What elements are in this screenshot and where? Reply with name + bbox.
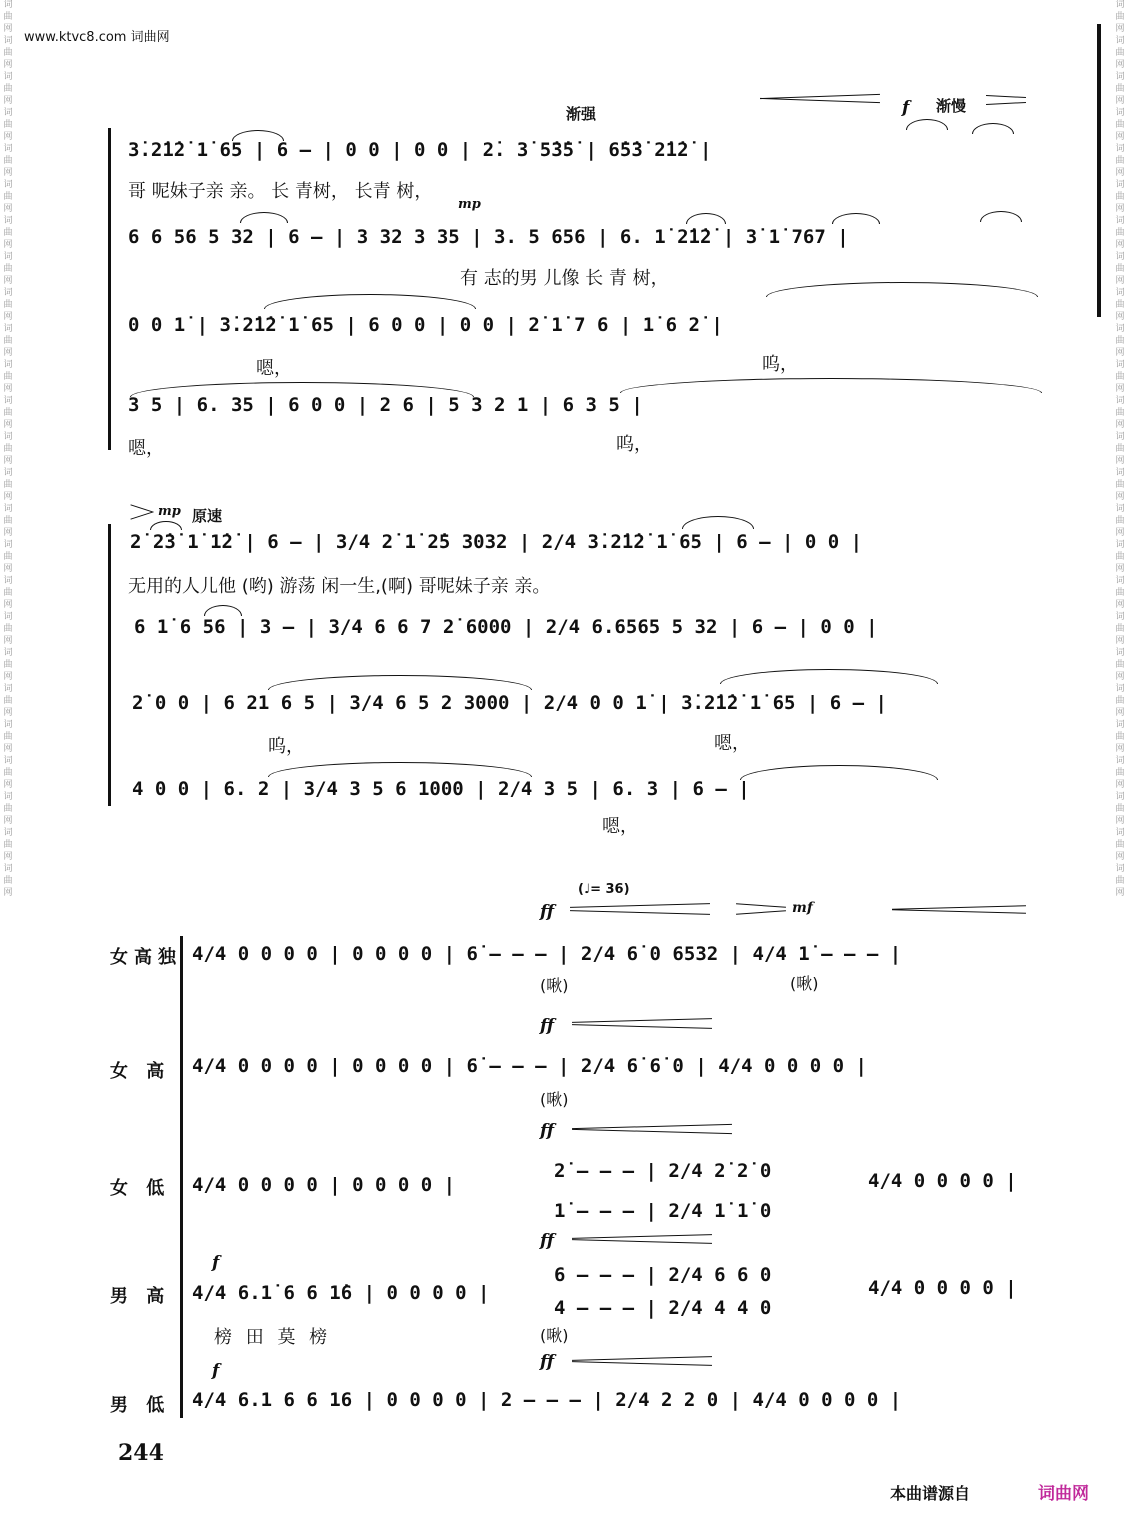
hairpin [736,910,786,914]
watermark-char: 曲 [3,516,13,526]
watermark-char: 词 [1115,252,1125,262]
system1-bracket [108,128,111,450]
part5-notes: 4/4 6.1 6 6 16 | 0 0 0 0 | 2 – – – | 2/4 2 2 0 | 4/4 0 0 0 0 | [192,1389,902,1411]
watermark-char: 曲 [3,480,13,490]
watermark-char: 词 [3,72,13,82]
part4-lyric-a: (啾) [540,1326,569,1345]
ff-mark: ff [540,1016,555,1036]
watermark-char: 词 [1115,360,1125,370]
watermark-char: 网 [1115,888,1125,898]
watermark-char: 网 [1115,528,1125,538]
part2-notes: 4/4 0 0 0 0 | 0 0 0 0 | 6̇ – – – | 2/4 6̇ 6̇ 0 | 4/4 0 0 0 0 | [192,1055,867,1077]
watermark-char: 网 [1115,636,1125,646]
watermark-char: 网 [1115,96,1125,106]
watermark-char: 词 [3,36,13,46]
watermark-char: 网 [1115,816,1125,826]
watermark-char: 网 [3,456,13,466]
watermark-char: 曲 [1115,48,1125,58]
watermark-char: 网 [3,168,13,178]
watermark-char: 网 [1115,240,1125,250]
s1-row1-notes: 3̇.2̇1̇2̇ 1̇ 65 | 6 – | 0 0 | 0 0 | 2̇. 3̇ 5̇3̇5̇ | 6̇5̇3̇ 2̇1̇2̇ | [128,139,712,161]
s2-row1-notes: 2̇ 2̇3̇ 1̇ 1̇2̇ | 6 – | 3/4 2̇ 1̇ 2̇5 3032 | 2/4 3̇.2̇1̇2̇ 1̇ 65 | 6 – | 0 0 | [130,531,863,553]
forte-mark: f [212,1361,220,1381]
watermark-char: 词 [1115,684,1125,694]
page-number: 244 [118,1440,164,1466]
watermark-char: 词 [3,360,13,370]
watermark-char: 词 [3,756,13,766]
watermark-char: 词 [3,144,13,154]
tempo-marking: (♩= 36) [578,882,630,897]
right-edge-rule [1097,24,1101,317]
watermark-char: 网 [3,132,13,142]
part4-notes-upper: 6 – – – | 2/4 6 6 0 [554,1264,772,1286]
hairpin [572,1024,712,1029]
watermark-char: 曲 [3,408,13,418]
slur [972,123,1014,134]
slur [240,212,288,223]
hairpin [736,903,786,907]
watermark-char: 曲 [1115,228,1125,238]
slur [620,378,1042,393]
watermark-char: 网 [1115,60,1125,70]
watermark-char: 曲 [3,336,13,346]
watermark-char: 词 [1115,540,1125,550]
watermark-char: 网 [3,636,13,646]
decresc-hairpin-bottom [130,511,153,519]
slur [150,521,182,530]
watermark-char: 曲 [1115,624,1125,634]
tempo-primo-mark: 原速 [192,507,223,525]
watermark-char: 曲 [3,48,13,58]
watermark-char: 网 [3,312,13,322]
watermark-char: 词 [3,432,13,442]
watermark-char: 词 [1115,864,1125,874]
watermark-char: 网 [3,564,13,574]
watermark-char: 词 [1115,324,1125,334]
watermark-char: 网 [1115,744,1125,754]
watermark-char: 曲 [1115,660,1125,670]
crescendo-hairpin-bottom [760,98,880,103]
watermark-char: 网 [1115,672,1125,682]
watermark-char: 曲 [1115,696,1125,706]
hairpin [572,1356,712,1361]
hairpin [572,1129,732,1134]
s1-row2-notes: 6 6 56 5 32 | 6 – | 3 32 3 35 | 3. 5 656 | 6. 1̇ 2̇1̇2̇ | 3̇ 1̇ 767 | [128,226,849,248]
part3-notes-upper: 2̇ – – – | 2/4 2̇ 2̇ 0 [554,1160,772,1182]
watermark-char: 词 [3,108,13,118]
watermark-char: 网 [3,780,13,790]
watermark-char: 曲 [1115,300,1125,310]
watermark-char: 网 [3,852,13,862]
decresc-hairpin-top [986,95,1026,98]
watermark-char: 词 [1115,108,1125,118]
watermark-char: 网 [3,240,13,250]
part4-notes-lower: 4 – – – | 2/4 4 4 0 [554,1297,772,1319]
watermark-char: 曲 [1115,408,1125,418]
watermark-char: 网 [3,348,13,358]
part3-notes-end: 4/4 0 0 0 0 | [868,1170,1017,1192]
watermark-char: 曲 [1115,480,1125,490]
watermark-char: 曲 [1115,552,1125,562]
part1-notes: 4/4 0 0 0 0 | 0 0 0 0 | 6̇ – – – | 2/4 6̇ 0 6532 | 4/4 1̇ – – – | [192,943,902,965]
s1-row3-lyric-a: 嗯， [256,358,292,379]
slur [832,213,880,224]
part3-notes: 4/4 0 0 0 0 | 0 0 0 0 | [192,1174,456,1196]
watermark-char: 网 [1115,600,1125,610]
watermark-char: 词 [3,468,13,478]
crescendo-mark: 渐强 [566,105,597,123]
watermark-char: 词 [1115,396,1125,406]
watermark-char: 网 [1115,24,1125,34]
watermark-char: 曲 [3,732,13,742]
watermark-char: 曲 [3,84,13,94]
watermark-char: 词 [3,216,13,226]
watermark-char: 词 [1115,648,1125,658]
watermark-char: 曲 [3,300,13,310]
s2-row3-lyric-b: 嗯， [714,733,750,754]
hairpin [892,909,1026,914]
watermark-char: 曲 [3,156,13,166]
watermark-char: 词 [3,828,13,838]
s1-row2-lyrics: 有 志的男 儿像 长 青 树， [460,268,669,289]
part1-lyric-a: (啾) [540,976,569,995]
ff-mark: ff [540,1121,555,1141]
system3-bracket [180,936,183,1418]
watermark-char: 曲 [1115,264,1125,274]
watermark-char: 曲 [3,804,13,814]
watermark-char: 词 [1115,756,1125,766]
watermark-char: 词 [3,396,13,406]
watermark-char: 曲 [1115,372,1125,382]
slur [204,605,242,616]
watermark-char: 网 [3,816,13,826]
watermark-char: 词 [1115,612,1125,622]
hairpin [572,1234,712,1239]
watermark-char: 曲 [1115,336,1125,346]
watermark-char: 曲 [3,660,13,670]
watermark-char: 网 [1115,708,1125,718]
s2-row2-notes: 6 1̇ 6 56 | 3 – | 3/4 6 6 7 2̇ 6000 | 2/4 6.6565 5 32 | 6 – | 0 0 | [134,616,878,638]
watermark-char: 词 [1115,468,1125,478]
watermark-char: 网 [3,888,13,898]
watermark-char: 网 [3,420,13,430]
watermark-char: 词 [1115,504,1125,514]
watermark-char: 词 [1115,0,1125,10]
watermark-char: 曲 [3,840,13,850]
left-watermark-column [1,0,15,1527]
ff-mark: ff [540,1352,555,1372]
watermark-char: 词 [3,720,13,730]
watermark-char: 词 [1115,576,1125,586]
source-site-link[interactable]: 词曲网 [1038,1484,1089,1504]
watermark-char: 曲 [1115,84,1125,94]
watermark-char: 曲 [1115,840,1125,850]
watermark-char: 词 [1115,432,1125,442]
part-name: 女高独 [110,947,182,968]
watermark-char: 词 [1115,828,1125,838]
watermark-char: 网 [1115,168,1125,178]
watermark-char: 曲 [1115,876,1125,886]
part-name: 女 低 [110,1178,171,1199]
part4-lyrics: 榜 田 莫 榜 [214,1327,332,1348]
watermark-char: 网 [3,60,13,70]
watermark-char: 词 [3,648,13,658]
forte-mark: f [902,98,910,118]
watermark-char: 网 [3,384,13,394]
part1-lyric-b: (啾) [790,974,819,993]
hairpin [570,910,710,915]
watermark-char: 词 [3,612,13,622]
slur [906,119,948,130]
watermark-char: 词 [1115,36,1125,46]
watermark-char: 词 [3,540,13,550]
watermark-char: 词 [3,0,13,10]
watermark-char: 词 [3,864,13,874]
slur [980,211,1022,222]
ff-mark: ff [540,902,555,922]
mp-mark: mp [158,504,181,519]
watermark-char: 词 [1115,72,1125,82]
watermark-char: 曲 [3,624,13,634]
watermark-char: 曲 [1115,516,1125,526]
site-header: www.ktvc8.com 词曲网 [24,30,170,45]
watermark-char: 网 [1115,204,1125,214]
slur [264,294,476,309]
watermark-char: 曲 [3,372,13,382]
part4-notes-end: 4/4 0 0 0 0 | [868,1277,1017,1299]
watermark-char: 网 [1115,780,1125,790]
part2-lyric-a: (啾) [540,1090,569,1109]
watermark-char: 曲 [1115,588,1125,598]
watermark-char: 网 [1115,384,1125,394]
slur [740,765,938,780]
s1-row4-notes: 3 5 | 6. 35 | 6 0 0 | 2 6 | 5 3 2 1 | 6 3 5 | [128,394,643,416]
s1-row4-lyric-a: 嗯， [128,438,164,459]
watermark-char: 曲 [3,768,13,778]
watermark-char: 曲 [3,12,13,22]
watermark-char: 词 [1115,288,1125,298]
watermark-char: 词 [1115,144,1125,154]
watermark-char: 曲 [3,120,13,130]
slur [686,213,726,224]
watermark-char: 曲 [3,228,13,238]
watermark-char: 曲 [3,552,13,562]
watermark-char: 曲 [3,588,13,598]
s2-row3-lyric-a: 呜， [268,736,304,757]
watermark-char: 词 [3,180,13,190]
watermark-char: 词 [1115,720,1125,730]
s2-row3-notes: 2̇ 0 0 | 6 21 6 5 | 3/4 6 5 2 3000 | 2/4 0 0 1̇ | 3̇.2̇1̇2̇ 1̇ 65 | 6 – | [132,692,887,714]
hairpin [572,1239,712,1244]
watermark-char: 网 [3,276,13,286]
hairpin [572,1361,712,1366]
watermark-char: 词 [3,792,13,802]
source-label: 本曲谱源自 [890,1484,971,1503]
watermark-char: 曲 [3,444,13,454]
system2-bracket [108,524,111,806]
watermark-char: 曲 [1115,444,1125,454]
forte-mark: f [212,1253,220,1273]
part3-notes-lower: 1̇ – – – | 2/4 1̇ 1̇ 0 [554,1200,772,1222]
watermark-char: 网 [3,600,13,610]
mp-mark: mp [458,197,481,212]
slur [720,669,938,684]
slur [682,516,754,529]
watermark-char: 网 [1115,852,1125,862]
watermark-char: 曲 [1115,120,1125,130]
slur [766,282,1038,297]
watermark-char: 网 [1115,564,1125,574]
watermark-char: 词 [1115,792,1125,802]
watermark-char: 曲 [3,876,13,886]
watermark-char: 词 [1115,216,1125,226]
watermark-char: 词 [3,252,13,262]
watermark-char: 词 [1115,180,1125,190]
decresc-hairpin-bottom [986,102,1026,105]
mf-mark: mf [792,900,813,916]
part-name: 男 低 [110,1395,171,1416]
slur [268,675,532,690]
watermark-char: 网 [1115,348,1125,358]
watermark-char: 词 [3,324,13,334]
watermark-char: 网 [1115,456,1125,466]
s1-row4-lyric-b: 呜， [616,434,652,455]
hairpin [572,1018,712,1023]
hairpin [572,1124,732,1129]
watermark-char: 网 [3,528,13,538]
watermark-char: 网 [3,96,13,106]
s1-row3-lyric-b: 呜， [762,354,798,375]
watermark-char: 网 [3,672,13,682]
slur [268,762,532,777]
watermark-char: 网 [3,492,13,502]
s1-row3-notes: 0 0 1̇ | 3̇.2̇1̇2̇ 1̇ 65 | 6 0 0 | 0 0 | 2̇ 1̇ 7 6 | 1̇ 6 2̇ | [128,314,723,336]
watermark-char: 网 [3,204,13,214]
s1-row1-lyrics: 哥 呢妹子亲 亲。 长 青树， 长青 树， [128,181,433,202]
watermark-char: 网 [1115,420,1125,430]
watermark-char: 词 [3,504,13,514]
watermark-char: 网 [1115,492,1125,502]
watermark-char: 曲 [1115,804,1125,814]
watermark-char: 曲 [1115,12,1125,22]
s2-row4-notes: 4 0 0 | 6. 2 | 3/4 3 5 6 1000 | 2/4 3 5 | 6. 3 | 6 – | [132,778,750,800]
watermark-char: 词 [3,288,13,298]
watermark-char: 网 [3,744,13,754]
watermark-char: 网 [3,24,13,34]
s2-row4-lyric-a: 嗯， [602,816,638,837]
watermark-char: 曲 [1115,192,1125,202]
ff-mark: ff [540,1231,555,1251]
watermark-char: 曲 [3,696,13,706]
watermark-char: 曲 [3,192,13,202]
part-name: 男 高 [110,1286,171,1307]
watermark-char: 曲 [1115,156,1125,166]
part-name: 女 高 [110,1061,171,1082]
watermark-char: 网 [1115,312,1125,322]
part4-notes: 4/4 6.1̇ 6 6 1̇6 | 0 0 0 0 | [192,1282,490,1304]
watermark-char: 网 [1115,132,1125,142]
watermark-char: 曲 [1115,732,1125,742]
watermark-char: 曲 [3,264,13,274]
watermark-char: 曲 [1115,768,1125,778]
watermark-char: 词 [3,684,13,694]
watermark-char: 网 [3,708,13,718]
right-watermark-column [1113,0,1127,1527]
s2-row1-lyrics: 无用的人儿他 (哟) 游荡 闲一生,(啊) 哥呢妹子亲 亲。 [128,576,551,597]
watermark-char: 网 [1115,276,1125,286]
hairpin [570,903,710,908]
watermark-char: 词 [3,576,13,586]
rit-mark: 渐慢 [936,97,967,115]
